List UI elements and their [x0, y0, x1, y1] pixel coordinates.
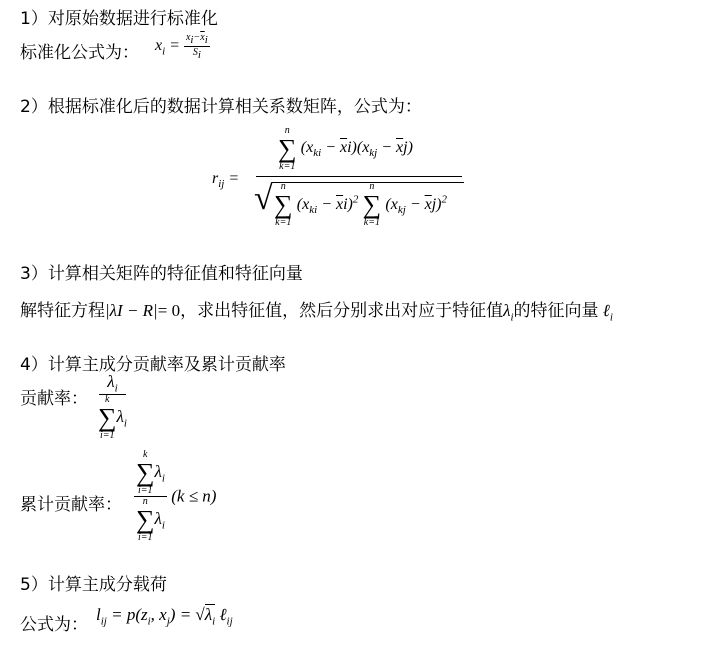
step4-title: 4）计算主成分贡献率及累计贡献率 [20, 355, 286, 375]
step3-text-pre: 解特征方程 [20, 301, 105, 321]
correlation-formula: $r_{ij}$ = n ∑ k=1 $(x_{ki} - \overline{x}i)(x_{kj} - \overline{x}j)$ √ n ∑ k=1 $(x_{ki} - \overline{x}i)^2$ n ∑ k=1 $(x_{kj} - \overline{x}j)^2$ [212, 126, 472, 236]
contribution-formula: $\lambda_i$ k ∑ i=1 $\lambda_i$ [98, 372, 127, 442]
cumulative-formula: k ∑ i=1 $\lambda_i$ n ∑ i=1 $\lambda_i$ (k ≤ n) [136, 449, 217, 543]
step3-text-post: 的特征向量 [513, 301, 599, 321]
lambda-i: $\lambda_i$ [503, 301, 514, 324]
step1-label: 标准化公式为： [20, 43, 139, 63]
cumulative-label: 累计贡献率： [20, 495, 122, 515]
eigenvector-symbol: ℓ$_i$ [598, 301, 613, 324]
step1-title: 1）对原始数据进行标准化 [20, 9, 218, 29]
step2-title: 2）根据标准化后的数据计算相关系数矩阵，公式为： [20, 97, 422, 117]
step5-title: 5）计算主成分载荷 [20, 575, 167, 595]
step5-label: 公式为： [20, 615, 88, 635]
characteristic-equation: |λI − R| [105, 301, 158, 320]
standardization-formula: $x_i$ = $\frac{x_i-\overline{x}_i}{S_i}$ [155, 32, 208, 61]
step3-equals: = 0 [157, 301, 181, 320]
step3-text [20, 296, 613, 323]
step3-text-mid: ，求出特征值，然后分别求出对应于特征值 [180, 301, 504, 321]
contribution-label: 贡献率： [20, 389, 88, 409]
loading-formula: $l_{ij} = p(z_i$, $x_j) = √\lambda_i$ ℓ$_{ij}$ [96, 605, 233, 628]
step3-title: 3）计算相关矩阵的特征值和特征向量 [20, 264, 303, 284]
cumulative-condition: (k ≤ n) [171, 486, 217, 506]
